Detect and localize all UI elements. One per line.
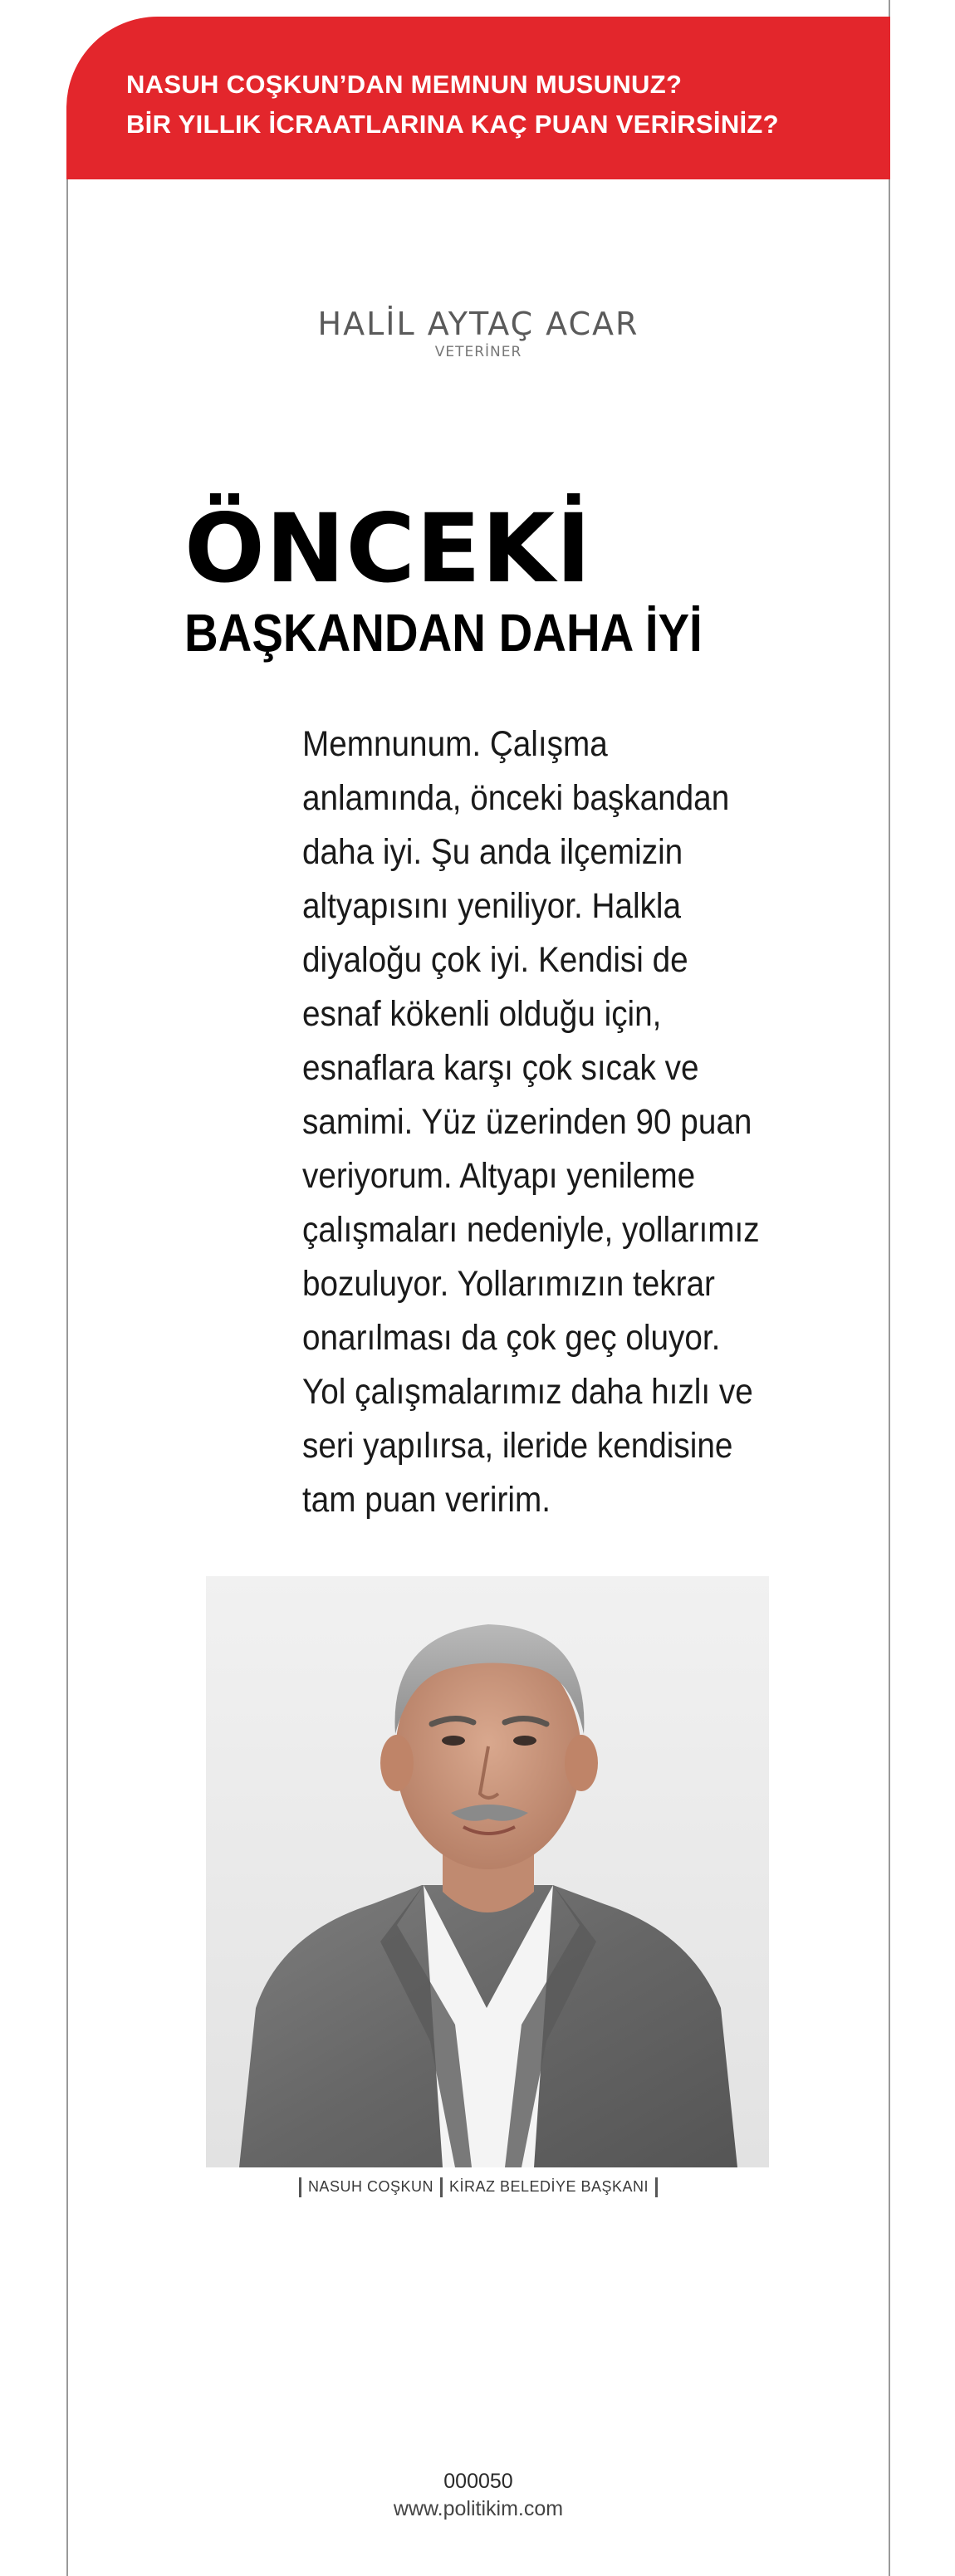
caption-separator: [655, 2177, 658, 2197]
caption-separator: [299, 2177, 301, 2197]
caption-separator: [440, 2177, 443, 2197]
body-line: altyapısını yeniliyor. Halkla: [302, 886, 682, 926]
footer: [66, 2468, 890, 2523]
caption-name: NASUH COŞKUN: [307, 2178, 433, 2195]
footer-url[interactable]: www.politikim.com: [393, 2497, 564, 2520]
author-block: [66, 304, 890, 362]
header-question-line-2: BİR YILLIK İCRAATLARINA KAÇ PUAN VERİRSİNİZ?: [126, 110, 779, 139]
body-line: diyaloğu çok iyi. Kendisi de: [302, 940, 688, 980]
header-banner: [66, 17, 890, 179]
body-line: bozuluyor. Yollarımızın tekrar: [302, 1264, 715, 1304]
body-line: Yol çalışmalarımız daha hızlı ve: [302, 1372, 753, 1412]
body-line: seri yapılırsa, ileride kendisine: [302, 1426, 733, 1466]
footer-code: 000050: [443, 2470, 513, 2493]
body-line: samimi. Yüz üzerinden 90 puan: [302, 1102, 752, 1142]
body-line: çalışmaları nedeniyle, yollarımız: [302, 1210, 760, 1250]
body-line: esnaflara karşı çok sıcak ve: [302, 1048, 699, 1088]
header-question-line-1: NASUH COŞKUN’DAN MEMNUN MUSUNUZ?: [126, 70, 683, 99]
portrait-photo: [206, 1576, 769, 2167]
body-line: esnaf kökenli olduğu için,: [302, 994, 662, 1034]
headline-main: ÖNCEKİ: [184, 493, 592, 604]
photo-caption: [66, 2174, 890, 2199]
body-text: [302, 717, 792, 1527]
body-line: tam puan veririm.: [302, 1480, 551, 1520]
author-name: HALİL AYTAÇ ACAR: [317, 306, 639, 342]
body-line: daha iyi. Şu anda ilçemizin: [302, 832, 683, 872]
headline-sub: BAŞKANDAN DAHA İYİ: [184, 603, 703, 663]
portrait-illustration: [206, 1576, 769, 2167]
body-line: onarılması da çok geç oluyor.: [302, 1318, 721, 1358]
body-line: veriyorum. Altyapı yenileme: [302, 1156, 696, 1196]
caption-title: KİRAZ BELEDİYE BAŞKANI: [448, 2178, 649, 2195]
body-line: Memnunum. Çalışma: [302, 724, 608, 764]
frame-line-left: [66, 149, 68, 2576]
author-role: VETERİNER: [434, 344, 522, 360]
body-line: anlamında, önceki başkandan: [302, 778, 730, 818]
